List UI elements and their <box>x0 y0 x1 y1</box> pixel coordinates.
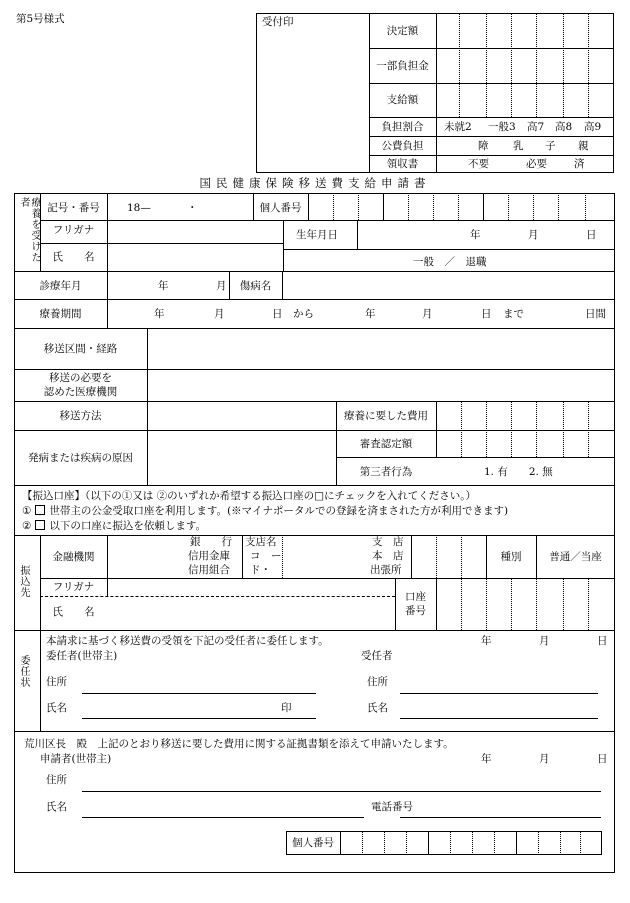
applicant-address-line <box>82 791 601 792</box>
public-charge-label: 公費負担 <box>381 140 424 152</box>
delegation-text: 本請求に基づく移送費の受領を下記の受任者に委任します。 <box>46 635 329 647</box>
public-option: 障 <box>478 140 489 152</box>
delegatee-label: 受任者 <box>361 650 393 662</box>
applicant-my-number-label: 個人番号 <box>292 837 334 849</box>
ratio-option: 高7 <box>527 121 545 133</box>
third-party-options: 1. 有 2. 無 <box>484 466 553 478</box>
decision-amount-label: 決定額 <box>386 25 419 37</box>
my-number-label: 個人番号 <box>259 202 302 214</box>
receipt-option: 必要 <box>526 158 547 170</box>
treatment-month-unit: 月 <box>216 280 227 292</box>
treatment-month-label: 診療年月 <box>39 280 82 292</box>
delegatee-address-label: 住所 <box>367 676 388 688</box>
ratio-label: 負担割合 <box>381 121 424 133</box>
bank-side-label: 振込先 <box>18 565 29 598</box>
delegator-name-label: 氏名 <box>46 702 67 714</box>
account-holder-name-label: 氏 名 <box>52 606 95 618</box>
branch-code-line3: ド・ <box>250 564 271 576</box>
option-2-text: 以下の口座に振込を依頼します。 <box>49 520 207 532</box>
financial-institution-label: 金融機関 <box>52 551 95 563</box>
application-form <box>14 193 615 873</box>
ratio-option: 一般3 <box>488 121 516 133</box>
period-from: から <box>293 308 314 320</box>
option-1-number: ① <box>22 505 32 517</box>
form-number: 第5号様式 <box>16 13 65 25</box>
delegator-address-line <box>82 693 316 694</box>
receipt-option: 不要 <box>468 158 489 170</box>
option-1-text: 世帯主の公金受取口座を利用します。(※マイナポータルでの登録を済まされた方が利用できます) <box>49 505 509 517</box>
cause-label: 発病または疾病の原因 <box>28 452 133 464</box>
public-option: 乳 <box>513 140 524 152</box>
application-text: 荒川区長 殿 上記のとおり移送に要した費用に関する証拠書類を添えて申請いたします。 <box>24 738 454 750</box>
delegatee-name-line <box>400 718 598 719</box>
bank-notes-header: 【振込口座】（以下の①又は ②のいずれか希望する振込口座の□にチェックを入れてください。） <box>22 490 476 502</box>
branch-type-shucchojo: 出張所 <box>370 564 402 576</box>
birthdate-label: 生年月日 <box>296 229 338 241</box>
ratio-option: 高8 <box>555 121 573 133</box>
branch-code-line2: コ ー <box>250 550 282 562</box>
bank-option-2 <box>22 520 206 532</box>
period-start-month-unit: 月 <box>214 308 225 320</box>
branch-type-shiten: 支 店 <box>372 536 404 548</box>
reception-stamp-label: 受付印 <box>262 16 294 28</box>
account-number-label-line2: 番号 <box>405 605 426 617</box>
ratio-option: 未就2 <box>444 121 472 133</box>
option-2-number: ② <box>22 520 32 532</box>
delegator-name-line <box>82 718 316 719</box>
applicant-name-line <box>82 817 364 818</box>
payment-amount-label: 支給額 <box>386 94 419 106</box>
applicant-address-label: 住所 <box>46 774 67 786</box>
treatment-period-label: 療養期間 <box>39 308 82 320</box>
checkbox-icon[interactable] <box>35 520 45 530</box>
delegatee-name-label: 氏名 <box>367 702 388 714</box>
delegator-label: 委任者(世帯主) <box>46 650 118 662</box>
period-end-day-unit: 日 <box>481 308 492 320</box>
period-start-day-unit: 日 <box>272 308 283 320</box>
bank-type-shinkin: 信用金庫 <box>188 550 230 562</box>
branch-code-line1: 支店名 <box>245 536 277 548</box>
checkbox-icon[interactable] <box>35 505 45 515</box>
review-amount-label: 審査認定額 <box>359 438 413 450</box>
symbol-number-dot: ・ <box>187 202 198 214</box>
disease-name-label: 傷病名 <box>239 280 272 292</box>
patient-side-label: 療養を受けた者 <box>18 197 40 263</box>
seal-mark: 印 <box>281 702 292 714</box>
delegator-address-label: 住所 <box>46 676 67 688</box>
furigana-label: フリガナ <box>52 224 95 236</box>
delegation-year-unit: 年 <box>481 635 492 647</box>
symbol-number-label: 記号・番号 <box>47 202 100 214</box>
public-option: 子 <box>545 140 556 152</box>
bank-type-bank: 銀 行 <box>190 536 232 548</box>
delegation-month-unit: 月 <box>539 635 550 647</box>
delegation-day-unit: 日 <box>597 635 608 647</box>
account-kind-value: 普通／当座 <box>549 551 602 563</box>
account-furigana-label: フリガナ <box>52 581 95 593</box>
application-year-unit: 年 <box>481 753 492 765</box>
birth-month-unit: 月 <box>528 229 539 241</box>
phone-line <box>400 817 601 818</box>
phone-label: 電話番号 <box>371 801 413 813</box>
period-end-month-unit: 月 <box>422 308 433 320</box>
symbol-number-prefix: 18— <box>127 202 151 214</box>
birth-day-unit: 日 <box>586 229 597 241</box>
treatment-cost-label: 療養に要した費用 <box>344 410 428 422</box>
patient-name-label: 氏 名 <box>52 251 95 263</box>
ratio-option: 高9 <box>584 121 602 133</box>
receipt-option: 済 <box>574 158 585 170</box>
partial-charge-label: 一部負担金 <box>376 60 429 72</box>
bank-option-1 <box>22 505 508 517</box>
application-month-unit: 月 <box>539 753 550 765</box>
period-until: まで <box>503 308 524 320</box>
account-number-label-line1: 口座 <box>405 591 426 603</box>
third-party-label: 第三者行為 <box>359 466 413 478</box>
receipt-label: 領収書 <box>386 158 419 170</box>
route-label: 移送区間・経路 <box>43 343 118 355</box>
applicant-name-label: 氏名 <box>46 801 67 813</box>
bank-type-kumiai: 信用組合 <box>188 564 230 576</box>
period-days-unit: 日間 <box>585 308 606 320</box>
necessity-label-line1: 移送の必要を <box>49 372 112 384</box>
necessity-label-line2: 認めた医療機関 <box>43 386 118 398</box>
category-options: 一般 ／ 退職 <box>413 256 487 268</box>
public-option: 親 <box>578 140 589 152</box>
period-start-year-unit: 年 <box>154 308 165 320</box>
transport-method-label: 移送方法 <box>59 410 102 422</box>
delegation-side-label: 委任状 <box>18 655 29 688</box>
form-title: 国民健康保険移送費支給申請書 <box>199 176 431 190</box>
birth-year-unit: 年 <box>470 229 481 241</box>
branch-type-honten: 本 店 <box>372 550 404 562</box>
period-end-year-unit: 年 <box>365 308 376 320</box>
application-day-unit: 日 <box>597 753 608 765</box>
account-kind-label: 種別 <box>500 551 522 563</box>
delegatee-address-line <box>400 693 598 694</box>
treatment-year-unit: 年 <box>158 280 169 292</box>
applicant-label: 申請者(世帯主) <box>40 753 112 765</box>
